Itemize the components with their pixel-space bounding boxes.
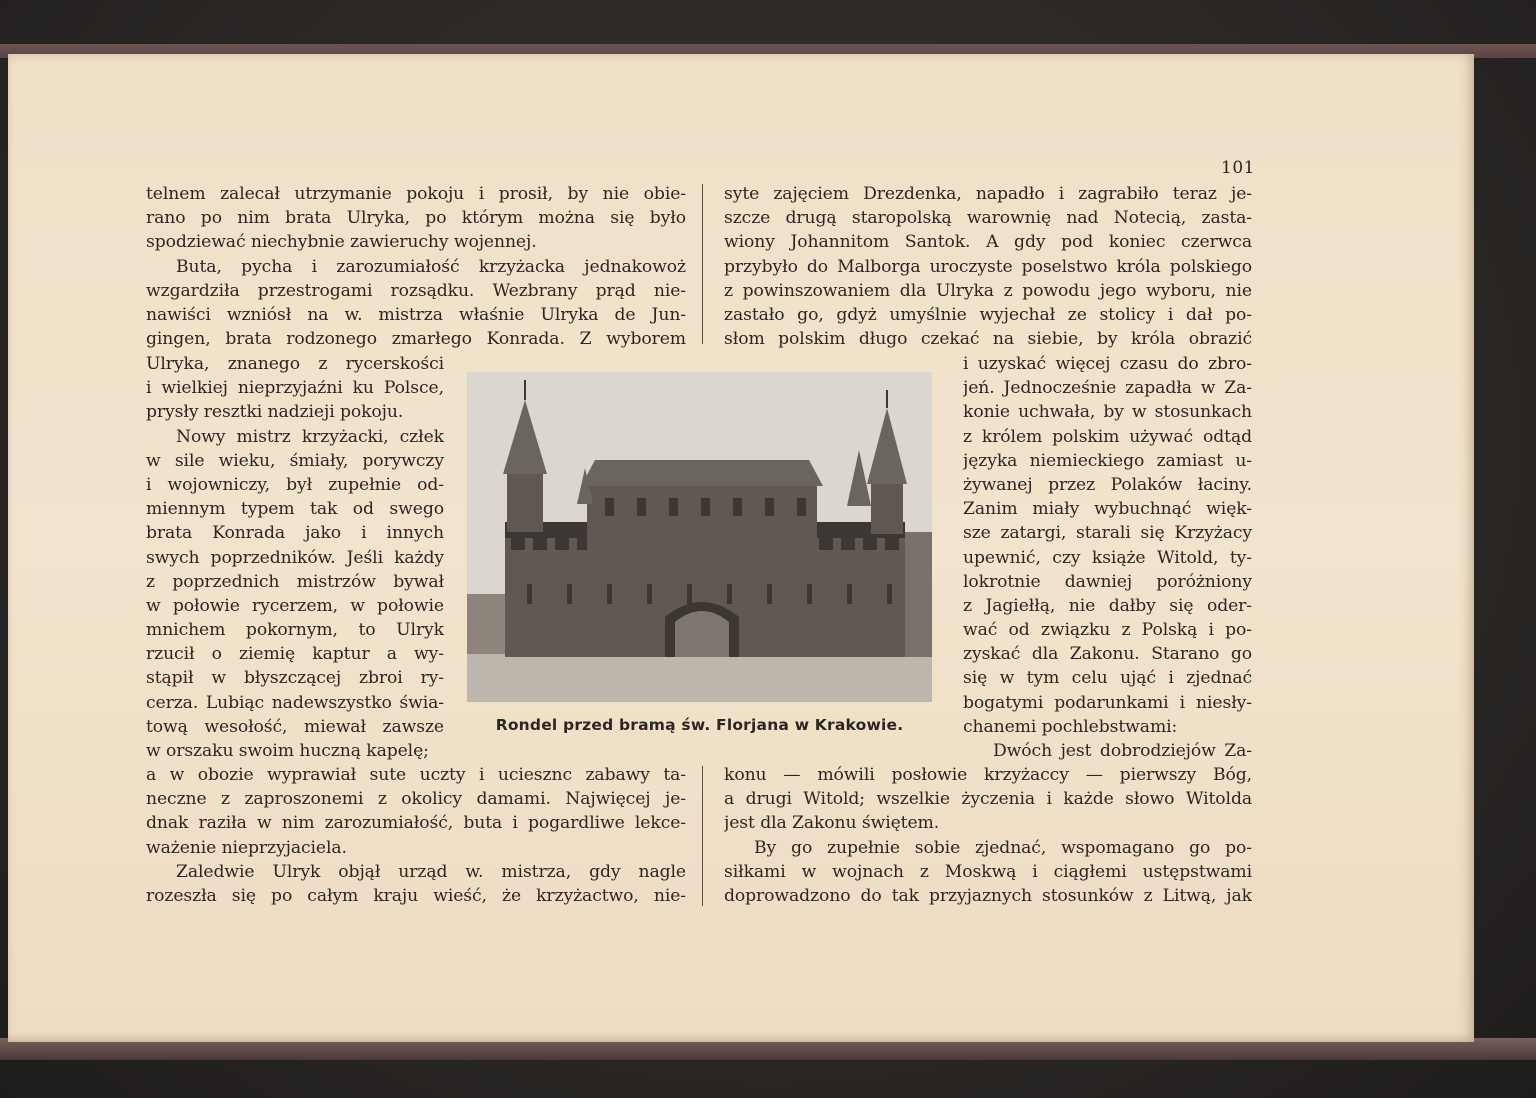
text-line: Buta, pycha i zarozumiałość krzyżacka jednakowoż	[176, 256, 686, 277]
right-building	[905, 532, 932, 657]
text-line: konie uchwała, by w stosunkach	[963, 402, 1252, 423]
tower-window	[605, 498, 614, 516]
merlon	[555, 538, 569, 550]
figure-caption: Rondel przed bramą św. Florjana w Krakowie.	[495, 716, 904, 734]
text-line: z Jagiełłą, nie dałby się oder-	[963, 595, 1252, 616]
barbican-illustration	[467, 372, 932, 702]
text-line: miennym typem tak od swego	[146, 499, 444, 520]
text-line: swych poprzedników. Jeśli każdy	[146, 547, 444, 568]
loophole	[807, 584, 812, 604]
gate-tower	[587, 484, 817, 564]
text-line: Dwóch jest dobrodziejów Za-	[993, 741, 1252, 761]
merlon	[511, 538, 525, 550]
text-line: neczne z zaproszonemi z okolicy damami. Najwięcej je-	[146, 789, 686, 810]
text-line: Zanim miały wybuchnąć więk-	[963, 499, 1252, 520]
text-line: tową wesołość, miewał zawsze	[146, 716, 444, 737]
text-line: stąpił w błyszczącej zbroi ry-	[146, 668, 444, 689]
merlon	[863, 538, 877, 550]
tower-window	[669, 498, 678, 516]
text-line: wać od związku z Polską i po-	[963, 620, 1252, 641]
loophole	[687, 584, 692, 604]
text-line: w sile wieku, śmiały, porywczy	[146, 450, 444, 471]
text-line: rzucił o ziemię kaptur a wy-	[146, 644, 444, 665]
text-line: prysły resztki nadzieji pokoju.	[146, 402, 404, 423]
tower-window	[797, 498, 806, 516]
text-line: zastało go, gdyż umyślnie wyjechał ze stolicy i dał po-	[724, 304, 1252, 325]
text-line: z królem polskim używać odtąd	[963, 426, 1252, 447]
tower-window	[637, 498, 646, 516]
right-column-bottom	[724, 763, 1252, 908]
text-line: upewnić, czy książe Witold, ty-	[963, 547, 1252, 568]
text-line: spodziewać niechybnie zawieruchy wojennej.	[146, 232, 537, 253]
text-line: lokrotnie dawniej poróżniony	[963, 571, 1252, 592]
loophole	[567, 584, 572, 604]
text-line: dnak raziła w nim zarozumiałość, buta i pogardliwe lekce-	[146, 813, 686, 834]
text-line: i wojowniczy, był zupełnie od-	[146, 474, 444, 495]
gate-opening	[675, 611, 729, 657]
merlon	[841, 538, 855, 550]
text-line: syte zajęciem Drezdenka, napadło i zagrabiło teraz je-	[724, 184, 1252, 204]
text-line: w połowie rycerzem, w połowie	[146, 595, 444, 616]
tower-window	[733, 498, 742, 516]
text-line: się w tym celu ująć i zjednać	[963, 668, 1252, 689]
text-line: Nowy mistrz krzyżacki, człek	[176, 426, 444, 447]
loophole	[607, 584, 612, 604]
book-page	[8, 54, 1474, 1042]
loophole	[847, 584, 852, 604]
text-line: szcze drugą staropolską warownię nad Notecią, zasta-	[724, 208, 1252, 229]
text-line: bogatymi podarunkami i niesły-	[963, 692, 1252, 713]
merlon	[819, 538, 833, 550]
text-line: słom polskim długo czekać na siebie, by króla obrazić	[724, 329, 1252, 350]
page-number: 101	[1221, 158, 1255, 178]
text-line: chanemi pochlebstwami:	[963, 716, 1178, 737]
column-divider-bottom	[702, 766, 703, 906]
merlon	[885, 538, 899, 550]
barbican-photo	[467, 372, 932, 702]
tower-window	[701, 498, 710, 516]
merlon	[533, 538, 547, 550]
text-line: By go zupełnie sobie zjednać, wspomagano go po-	[754, 837, 1252, 858]
text-line: mnichem pokornym, to Ulryk	[146, 620, 444, 641]
text-line: nawiści wzniósł na w. mistrza właśnie Ulryka de Jun-	[146, 304, 686, 325]
text-line: z powinszowaniem dla Ulryka z powodu jego wyboru, nie	[724, 280, 1252, 301]
text-line: żywanej przez Polaków łaciny.	[963, 474, 1252, 495]
right-column-wrap	[963, 352, 1252, 763]
right-turret	[871, 482, 903, 534]
text-line: cerza. Lubiąc nadewszystko świa-	[146, 692, 444, 713]
column-divider-top	[702, 184, 703, 344]
text-line: wiony Johannitom Santok. A gdy pod koniec czerwca	[724, 232, 1252, 253]
text-line: i uzyskać więcej czasu do zbro-	[963, 354, 1252, 374]
photo-ground	[467, 650, 932, 702]
text-line: sze zatargi, starali się Krzyżacy	[963, 523, 1252, 544]
text-line: siłkami w wojnach z Moskwą i ciągłemi ustępstwami	[724, 861, 1252, 882]
text-line: zyskać dla Zakonu. Starano go	[963, 644, 1252, 665]
text-line: rano po nim brata Ulryka, po którym można się było	[146, 208, 686, 229]
loophole	[727, 584, 732, 604]
text-line: doprowadzono do tak przyjaznych stosunków z Litwą, jak	[724, 885, 1252, 906]
text-line: Ulryka, znanego z rycerskości	[146, 354, 444, 374]
text-line: ważenie nieprzyjaciela.	[146, 837, 347, 858]
text-line: z poprzednich mistrzów bywał	[146, 571, 444, 592]
left-column-wrap	[146, 352, 444, 763]
text-line: rozeszła się po całym kraju wieść, że krzyżactwo, nie-	[146, 885, 686, 906]
loophole	[887, 584, 892, 604]
text-line: Zaledwie Ulryk objął urząd w. mistrza, gdy nagle	[176, 861, 686, 882]
right-column-top	[724, 182, 1252, 351]
text-line: jeń. Jednocześnie zapadła w Za-	[963, 378, 1252, 399]
text-line: i wielkiej nieprzyjaźni ku Polsce,	[146, 378, 444, 399]
left-column-bottom	[146, 763, 686, 908]
left-column-top	[146, 182, 686, 351]
loophole	[767, 584, 772, 604]
text-line: przybyło do Malborga uroczyste poselstwo króla polskiego	[724, 256, 1252, 277]
text-line: telnem zalecał utrzymanie pokoju i prosił, by nie obie-	[146, 184, 686, 204]
loophole	[647, 584, 652, 604]
text-line: a drugi Witold; wszelkie życzenia i każde słowo Witolda	[724, 789, 1252, 810]
text-line: jest dla Zakonu świętem.	[724, 813, 940, 834]
loophole	[527, 584, 532, 604]
text-line: wzgardziła przestrogami rozsądku. Wezbrany prąd nie-	[146, 280, 686, 301]
tower-window	[765, 498, 774, 516]
text-line: brata Konrada jako i innych	[146, 523, 444, 544]
gate-tower-roof	[581, 460, 823, 486]
text-line: a w obozie wyprawiał sute uczty i uciesznc zabawy ta-	[146, 765, 686, 785]
text-line: w orszaku swoim huczną kapelę;	[146, 741, 429, 761]
text-line: gingen, brata rodzonego zmarłego Konrada. Z wyborem	[146, 329, 686, 350]
text-line: konu — mówili posłowie krzyżaccy — pierwszy Bóg,	[724, 765, 1252, 785]
left-turret	[507, 472, 543, 532]
text-line: języka niemieckiego zamiast u-	[963, 450, 1252, 471]
